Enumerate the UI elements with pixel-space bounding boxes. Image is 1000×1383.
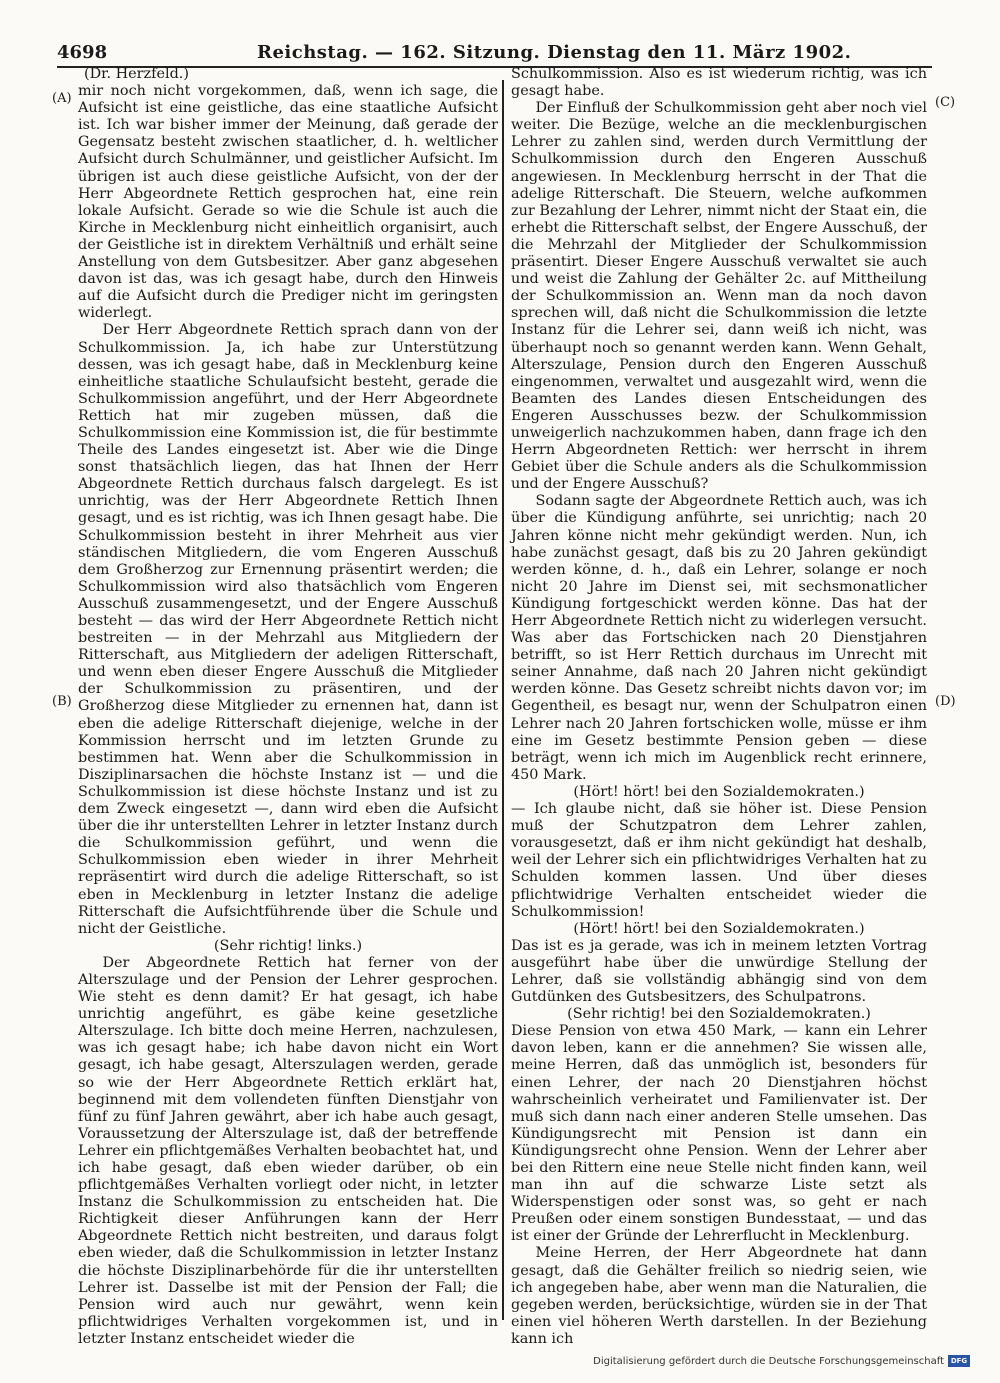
left-paragraph-3: Der Abgeordnete Rettich hat ferner von der Alterszulage und der Pension der Lehrer gesprochen. Wie steht es denn damit? Er hat gesagt, ich habe unrichtig angeführt, es gäbe keine gesetzliche Alterszulage. Ich bitte doch meine Herren, nachzulesen, was ich gesagt habe; ich habe davon nicht ein Wort gesagt, ich habe gesagt, Alterszulagen werden, gerade so wie der Herr Abgeordnete Rettich erklärt hat, beginnend mit dem vollendeten fünften Dienstjahr von fünf zu fünf Jahren gewährt, aber ich habe auch gesagt, Voraussetzung der Alterszulage ist, daß der betreffende Lehrer ein pflichtgemäßes Verhalten beobachtet hat, und ich habe gesagt, daß eben wieder darüber, ob ein pflichtgemäßes Verhalten vorliegt oder nicht, in letzter Instanz die Schulkommission zu entscheiden hat. Die Richtigkeit dieser Anführungen kann der Herr Abgeordnete Rettich nicht bestreiten, und daraus folgt eben wieder, daß die Schulkommission in letzter Instanz die höchste Disziplinarbehörde für die ihr unterstellten Lehrer ist. Dasselbe ist mit der Pension der Fall; die Pension wird auch nur gewährt, wenn kein pflichtwidriges Verhalten vorgekommen ist, und in letzter Instanz entscheidet wieder die <box>78 954 498 1347</box>
right-paragraph-3: Sodann sagte der Abgeordnete Rettich auch, was ich über die Kündigung anführte, sei unrichtig; nach 20 Jahren könne nicht mehr gekündigt werden. Nun, ich habe zunächst gesagt, daß bis zu 20 Jahren gekündigt werden könne, d. h., daß ein Lehrer, solange er noch nicht 20 Jahre im Dienst sei, mit sechsmonatlicher Kündigung fortgeschickt werden könne. Das hat der Herr Abgeordnete Rettich nicht zu widerlegen versucht. Was aber das Fortschicken nach 20 Dienstjahren betrifft, so ist Herr Rettich durchaus im Unrecht mit seiner Annahme, daß nach 20 Jahren nicht gekündigt werden könne. Das Gesetz schreibt nichts davon vor; im Gegentheil, es besagt nur, wenn der Schulpatron einen Lehrer nach 20 Jahren fortschicken wolle, müsse er ihm eine im Gesetz bestimmte Pension geben — diese beträgt, wenn ich mich im Augenblick recht erinnere, 450 Mark. <box>511 493 927 783</box>
dfg-logo: DFG <box>948 1355 970 1367</box>
margin-marker-d: (D) <box>935 694 956 709</box>
left-paragraph-1: mir noch nicht vorgekommen, daß, wenn ich sage, die Aufsicht ist eine geistliche, das eine staatliche Aufsicht ist. Ich war bisher immer der Meinung, daß gerade der Gegensatz besteht zwischen staatlicher, d. h. weltlicher Aufsicht durch Schulmänner, und geistlicher Aufsicht. Im übrigen ist auch diese geistliche Aufsicht, von der der Herr Abgeordnete Rettich gesprochen hat, eine rein lokale Aufsicht. Gerade so wie die Schule ist auch die Kirche in Mecklenburg nicht einheitlich organisirt, auch der Geistliche ist in direktem Verhältniß und erhält seine Anstellung von dem Gutsbesitzer. Aber ganz abgesehen davon ist das, was ich gesagt habe, durch den Hinweis auf die Aufsicht durch die Prediger nicht im geringsten widerlegt. <box>78 83 498 322</box>
right-paragraph-6: Diese Pension von etwa 450 Mark, — kann ein Lehrer davon leben, kann er die annehmen? Sie wissen alle, meine Herren, daß das unmöglich ist, besonders für einen Lehrer, der nach 20 Dienstjahren höchst wahrscheinlich verheiratet und Familienvater ist. Der muß sich dann nach einer anderen Stelle umsehen. Das Kündigungsrecht mit Pension ist dann ein Kündigungsrecht ohne Pension. Wenn der Lehrer aber bei den Rittern eine neue Stelle nicht finden kann, weil man ihn auf die schwarze Liste setzt als Widerspenstigen oder sonst was, so geht er nach Preußen oder einem sonstigen Bundesstaat, — und das ist einer der Gründe der Lehrerflucht in Mecklenburg. <box>511 1023 927 1245</box>
right-paragraph-7: Meine Herren, der Herr Abgeordnete hat dann gesagt, daß die Gehälter freilich so niedrig seien, wie ich angegeben habe, aber wenn man die Naturalien, die gegeben werden, berücksichtige, würden sie in der That einen viel höheren Werth darstellen. In der Beziehung kann ich <box>511 1245 927 1347</box>
column-divider <box>502 80 504 1320</box>
margin-marker-a: (A) <box>52 91 72 106</box>
interjection: (Hört! hört! bei den Sozialdemokraten.) <box>573 920 865 937</box>
right-paragraph-4: — Ich glaube nicht, daß sie höher ist. Diese Pension muß der Schutzpatron dem Lehrer zahlen, vorausgesetzt, daß er ihm nicht gekündigt hat deshalb, weil der Lehrer sich ein pflichtwidriges Verhalten hat zu Schulden kommen lassen. Und über dieses pflichtwidrige Verhalten entscheidet wieder die Schulkommission! <box>511 801 927 920</box>
speaker-label: (Dr. Herzfeld.) <box>84 66 189 82</box>
page-header <box>57 40 932 68</box>
margin-marker-b: (B) <box>52 694 72 709</box>
funding-credit: Digitalisierung gefördert durch die Deutsche Forschungsgemeinschaft <box>593 1355 944 1367</box>
right-paragraph-1: Schulkommission. Also es ist wiederum richtig, was ich gesagt habe. <box>511 66 927 100</box>
running-title: Reichstag. — 162. Sitzung. Dienstag den 11. März 1902. <box>257 42 852 63</box>
right-paragraph-5: Das ist es ja gerade, was ich in meinem letzten Vortrag ausgeführt habe über die unwürdige Stellung der Lehrer, daß sie vollständig abhängig sind von dem Gutdünken des Gutsbesitzers, des Schulpatrons. <box>511 937 927 1006</box>
left-paragraph-2: Der Herr Abgeordnete Rettich sprach dann von der Schulkommission. Ja, ich habe zur Unterstützung dessen, was ich gesagt habe, daß in Mecklenburg keine einheitliche staatliche Schulaufsicht besteht, gerade die Schulkommission angeführt, und der Herr Abgeordnete Rettich hat mir zugeben müssen, daß die Schulkommission eine Kommission ist, die für bestimmte Theile des Landes eingesetzt ist. Aber wie die Dinge sonst thatsächlich liegen, das hat Ihnen der Herr Abgeordnete Rettich durchaus falsch dargelegt. Es ist unrichtig, was der Herr Abgeordnete Rettich Ihnen gesagt, und es ist richtig, was ich Ihnen gesagt habe. Die Schulkommission besteht in ihrer Mehrheit aus vier ständischen Mitgliedern, die vom Engeren Ausschuß dem Großherzog zur Ernennung präsentirt werden; die Schulkommission wird also thatsächlich vom Engeren Ausschuß zusammengesetzt, und der Engere Ausschuß besteht — das wird der Herr Abgeordnete Rettich nicht bestreiten — in der Mehrzahl aus Mitgliedern der Ritterschaft, aus Mitgliedern der adeligen Ritterschaft, und wenn eben dieser Engere Ausschuß die Mitglieder der Schulkommission zu präsentiren, und der Großherzog diese Mitglieder zu ernennen hat, dann ist eben die adelige Ritterschaft diejenige, welche in der Kommission herrscht und im letzten Grunde zu bestimmen hat. Wenn aber die Schulkommission in Disziplinarsachen die höchste Instanz ist — und die Schulkommission ist diese höchste Instanz und ist zu dem Zweck eingesetzt —, dann wird eben die Aufsicht über die ihr unterstellten Lehrer in letzter Instanz durch die Schulkommission geführt, und wenn die Schulkommission eben wieder in ihrer Mehrheit repräsentirt wird durch die adelige Ritterschaft, so ist eben in Mecklenburg in letzter Instanz die adelige Ritterschaft die Aufsichtführende über die Schule und nicht der Geistliche. <box>78 322 498 937</box>
interjection: (Hört! hört! bei den Sozialdemokraten.) <box>573 783 865 800</box>
left-column <box>78 66 498 1348</box>
interjection: (Sehr richtig! links.) <box>213 937 363 954</box>
right-column <box>511 66 927 1348</box>
interjection: (Sehr richtig! bei den Sozialdemokraten.) <box>567 1006 871 1023</box>
page-footer <box>593 1355 970 1367</box>
margin-marker-c: (C) <box>935 95 956 110</box>
right-paragraph-2: Der Einfluß der Schulkommission geht aber noch viel weiter. Die Bezüge, welche an die mecklenburgischen Lehrer zu zahlen sind, werden durch Vermittlung der Schulkommission durch den Engeren Ausschuß angewiesen. In Mecklenburg herrscht in der That die adelige Ritterschaft. Die Steuern, welche aufkommen zur Bezahlung der Lehrer, nimmt nicht der Staat ein, die erhebt die Ritterschaft selbst, der Engere Ausschuß, der die Mehrzahl der Mitglieder der Schulkommission präsentirt. Dieser Engere Ausschuß verwaltet sie auch und weist die Zahlung der Gehälter 2c. auf Mittheilung der Schulkommission an. Wenn man da noch davon sprechen will, daß nicht die Schulkommission die letzte Instanz für die Lehrer sei, dann weiß ich nicht, was überhaupt noch so genannt werden kann. Wenn Gehalt, Alterszulage, Pension durch den Engeren Ausschuß eingenommen, verwaltet und ausgezahlt wird, wenn die Beamten des Landes diesen Entscheidungen des Engeren Ausschusses bezw. der Schulkommission unweigerlich nachzukommen haben, dann frage ich den Herrn Abgeordneten Rettich: wer herrscht in ihrem Gebiet über die Schule anders als die Schulkommission und der Engere Ausschuß? <box>511 100 927 493</box>
page-number: 4698 <box>57 42 108 63</box>
